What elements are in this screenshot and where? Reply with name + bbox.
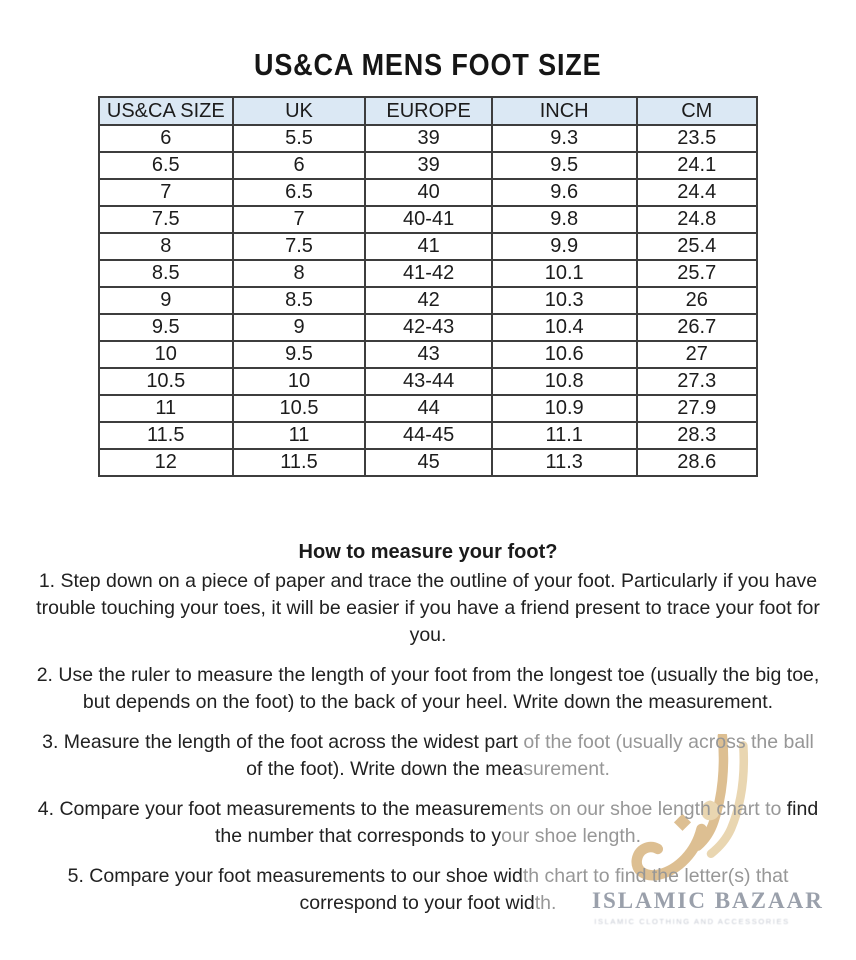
table-cell: 9	[99, 287, 233, 314]
table-cell: 10.8	[492, 368, 637, 395]
instruction-text: 2. Use the ruler to measure the length of your foot from the longest toe (usually the big toe, but depends on the foot) to the back of your heel. Write down the measurement.	[36, 664, 820, 713]
table-row	[99, 233, 757, 260]
table-cell: 10	[99, 341, 233, 368]
size-table	[98, 96, 758, 477]
instructions-section	[0, 541, 856, 917]
instruction-text: correspond to your foot wid	[299, 892, 535, 914]
table-cell: 9.3	[492, 125, 637, 152]
table-row	[99, 125, 757, 152]
header-cell: CM	[637, 97, 757, 125]
table-row	[99, 314, 757, 341]
table-cell: 10.9	[492, 395, 637, 422]
table-row	[99, 179, 757, 206]
table-cell: 11.5	[99, 422, 233, 449]
header-cell: INCH	[492, 97, 637, 125]
table-cell: 9	[233, 314, 366, 341]
table-cell: 10.5	[99, 368, 233, 395]
table-row	[99, 287, 757, 314]
instruction-item	[36, 568, 820, 649]
table-cell: 10.5	[233, 395, 366, 422]
table-cell: 7	[233, 206, 366, 233]
table-cell: 6	[99, 125, 233, 152]
instruction-item	[36, 863, 824, 917]
table-cell: 43-44	[365, 368, 491, 395]
instruction-item	[36, 662, 820, 716]
instruction-text: 4. Compare your foot measurements to the measurem	[37, 798, 508, 820]
table-cell: 44-45	[365, 422, 491, 449]
instruction-text: of the foot). Write down the mea	[246, 758, 524, 780]
instruction-text: 3. Measure the length of the foot across the widest part	[42, 731, 524, 753]
instruction-text: our shoe length.	[501, 825, 642, 847]
instruction-text: th.	[534, 892, 557, 914]
size-table-head	[99, 97, 757, 125]
table-cell: 9.5	[233, 341, 366, 368]
table-cell: 27.3	[637, 368, 757, 395]
table-cell: 11.3	[492, 449, 637, 476]
table-cell: 23.5	[637, 125, 757, 152]
size-table-body	[99, 125, 757, 476]
table-row	[99, 368, 757, 395]
table-cell: 28.6	[637, 449, 757, 476]
table-cell: 8.5	[233, 287, 366, 314]
table-row	[99, 206, 757, 233]
table-cell: 11.1	[492, 422, 637, 449]
table-cell: 12	[99, 449, 233, 476]
table-cell: 41-42	[365, 260, 491, 287]
table-row	[99, 449, 757, 476]
table-cell: 40-41	[365, 206, 491, 233]
table-cell: 43	[365, 341, 491, 368]
table-cell: 45	[365, 449, 491, 476]
table-cell: 6	[233, 152, 366, 179]
header-cell: EUROPE	[365, 97, 491, 125]
instruction-text: ents on our shoe length chart to	[507, 798, 787, 820]
table-cell: 42-43	[365, 314, 491, 341]
table-cell: 9.9	[492, 233, 637, 260]
table-row	[99, 341, 757, 368]
header-row	[99, 97, 757, 125]
instruction-item	[36, 729, 820, 783]
table-cell: 11.5	[233, 449, 366, 476]
table-cell: 6.5	[99, 152, 233, 179]
instruction-text: 1. Step down on a piece of paper and trace the outline of your foot. Particularly if you have trouble touching your toes, it will be easier if you have a friend present to trace your foot for you.	[36, 570, 820, 646]
instruction-item	[36, 796, 820, 850]
table-cell: 8	[233, 260, 366, 287]
table-cell: 9.8	[492, 206, 637, 233]
table-cell: 28.3	[637, 422, 757, 449]
table-cell: 10.1	[492, 260, 637, 287]
table-cell: 7.5	[99, 206, 233, 233]
table-cell: 10.4	[492, 314, 637, 341]
header-cell: UK	[233, 97, 366, 125]
brand-name: ISLAMIC BAZAAR	[592, 888, 824, 913]
table-cell: 9.6	[492, 179, 637, 206]
instruction-text: of the foot (usually across the ball	[523, 731, 814, 753]
table-cell: 27.9	[637, 395, 757, 422]
table-cell: 9.5	[99, 314, 233, 341]
instructions-list	[36, 568, 824, 917]
table-cell: 9.5	[492, 152, 637, 179]
table-cell: 39	[365, 152, 491, 179]
table-row	[99, 152, 757, 179]
table-cell: 41	[365, 233, 491, 260]
table-cell: 25.7	[637, 260, 757, 287]
table-row	[99, 395, 757, 422]
table-cell: 11	[99, 395, 233, 422]
instruction-text: th chart to find the letter(s) that	[522, 865, 789, 887]
instruction-text: find the number that corresponds to y	[214, 798, 819, 847]
table-cell: 25.4	[637, 233, 757, 260]
page-title-text: US&CA MENS FOOT SIZE	[254, 47, 602, 82]
table-cell: 7.5	[233, 233, 366, 260]
instructions-heading: How to measure your foot?	[298, 541, 558, 563]
table-row	[99, 422, 757, 449]
table-cell: 24.8	[637, 206, 757, 233]
table-cell: 26	[637, 287, 757, 314]
table-cell: 44	[365, 395, 491, 422]
table-cell: 7	[99, 179, 233, 206]
table-cell: 26.7	[637, 314, 757, 341]
table-cell: 24.1	[637, 152, 757, 179]
table-cell: 8	[99, 233, 233, 260]
table-cell: 24.4	[637, 179, 757, 206]
table-cell: 11	[233, 422, 366, 449]
table-row	[99, 260, 757, 287]
table-cell: 6.5	[233, 179, 366, 206]
table-cell: 10.3	[492, 287, 637, 314]
table-cell: 42	[365, 287, 491, 314]
page-title	[0, 47, 856, 83]
table-cell: 10	[233, 368, 366, 395]
table-cell: 40	[365, 179, 491, 206]
table-cell: 39	[365, 125, 491, 152]
table-cell: 10.6	[492, 341, 637, 368]
table-cell: 5.5	[233, 125, 366, 152]
table-cell: 27	[637, 341, 757, 368]
table-cell: 8.5	[99, 260, 233, 287]
brand-tagline: ISLAMIC CLOTHING AND ACCESSORIES	[594, 917, 790, 926]
header-cell: US&CA SIZE	[99, 97, 233, 125]
instruction-text: surement.	[523, 758, 610, 780]
instruction-text: 5. Compare your foot measurements to our shoe wid	[67, 865, 523, 887]
